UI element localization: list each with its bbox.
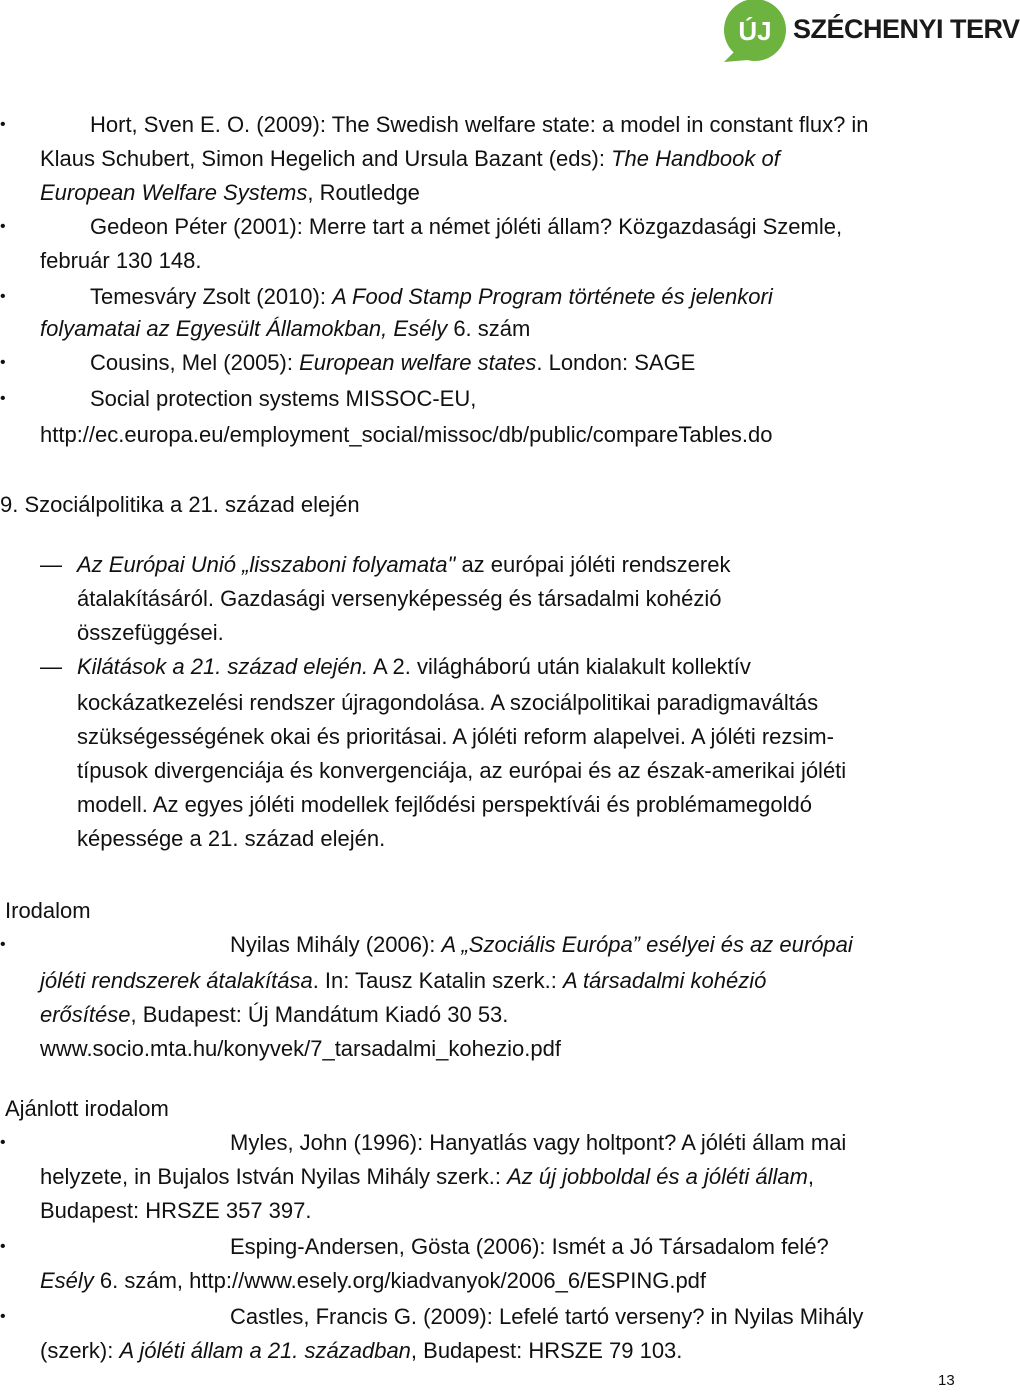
- item-text-part: az európai jóléti rendszerek: [455, 552, 731, 577]
- ajanlott-heading: Ajánlott irodalom: [5, 1096, 169, 1121]
- bullet-icon: •: [0, 218, 6, 235]
- ref-text: [40, 968, 766, 994]
- ref-text: [40, 316, 530, 342]
- ref-text-part: 6. szám,: [93, 1268, 190, 1293]
- ref-text-part: Temesváry Zsolt (2010):: [90, 284, 333, 309]
- link-socio[interactable]: www.socio.mta.hu/konyvek/7_tarsadalmi_kohezio.pdf: [40, 1036, 561, 1061]
- ref-text-part: 6. szám: [447, 316, 531, 341]
- ref-text: Castles, Francis G. (2009): Lefelé tartó verseny? in Nyilas Mihály: [230, 1304, 864, 1329]
- ref-title: The Handbook of: [611, 146, 780, 171]
- ref-text-part: . In: Tausz Katalin szerk.:: [312, 968, 563, 993]
- ref-text: Social protection systems MISSOC-EU,: [90, 386, 477, 411]
- ref-text: február 130 148.: [40, 248, 202, 273]
- ref-text: Budapest: HRSZE 357 397.: [40, 1198, 312, 1223]
- bullet-icon: •: [0, 288, 6, 305]
- ref-text-part: ,: [807, 1164, 815, 1189]
- item-text: kockázatkezelési rendszer újragondolása. A szociálpolitikai paradigmaváltás: [77, 690, 819, 715]
- page-number: 13: [938, 1372, 955, 1389]
- item-title: Kilátások a 21. század elején.: [77, 654, 369, 679]
- ref-title: erősítése: [40, 1002, 131, 1027]
- ref-title: European Welfare Systems: [40, 180, 308, 205]
- ref-text: [40, 1268, 706, 1294]
- item-text: összefüggései.: [77, 620, 224, 645]
- ref-text: [40, 1164, 814, 1190]
- ref-text: Gedeon Péter (2001): Merre tart a német jóléti állam? Közgazdasági Szemle,: [90, 214, 843, 239]
- ref-text-part: . London: SAGE: [536, 350, 696, 375]
- ref-text: Esping-Andersen, Gösta (2006): Ismét a Jó Társadalom felé?: [230, 1234, 829, 1259]
- ref-text-part: helyzete, in Bujalos István Nyilas Mihály szerk.:: [40, 1164, 508, 1189]
- ref-text-part: Cousins, Mel (2005):: [90, 350, 300, 375]
- ref-text: [40, 180, 420, 206]
- ref-text-part: , Budapest: HRSZE 79 103.: [410, 1338, 683, 1363]
- ref-text: [90, 284, 773, 310]
- bullet-icon: •: [0, 1134, 6, 1151]
- ref-title: A Food Stamp Program története és jelenkori: [332, 284, 773, 309]
- bullet-icon: •: [0, 936, 6, 953]
- item-title: Az Európai Unió „lisszaboni folyamata": [77, 552, 456, 577]
- bullet-icon: •: [0, 116, 6, 133]
- bullet-icon: •: [0, 354, 6, 371]
- ref-text-part: Nyilas Mihály (2006):: [230, 932, 442, 957]
- ref-title: jóléti rendszerek átalakítása: [40, 968, 313, 993]
- ref-title: Esély: [40, 1268, 94, 1293]
- item-text: szükségességének okai és prioritásai. A jóléti reform alapelvei. A jóléti rezsim-: [77, 724, 834, 749]
- logo-name: SZÉCHENYI TERV: [793, 14, 1020, 44]
- ref-title: A társadalmi kohézió: [562, 968, 767, 993]
- ref-text: [40, 146, 780, 172]
- item-text-part: A 2. világháború után kialakult kollektív: [368, 654, 751, 679]
- ref-text: [40, 1338, 682, 1364]
- link-esely[interactable]: http://www.esely.org/kiadvanyok/2006_6/ESPING.pdf: [189, 1268, 707, 1293]
- item-text: átalakításáról. Gazdasági versenyképesség és társadalmi kohézió: [77, 586, 722, 611]
- list-item: [77, 552, 730, 578]
- ref-text-part: Klaus Schubert, Simon Hegelich and Ursula Bazant (eds):: [40, 146, 612, 171]
- ref-title: European welfare states: [299, 350, 537, 375]
- bullet-icon: •: [0, 390, 6, 407]
- dash-icon: —: [40, 654, 62, 679]
- dash-icon: —: [40, 552, 62, 577]
- ref-text: Hort, Sven E. O. (2009): The Swedish welfare state: a model in constant flux? in: [90, 112, 869, 137]
- logo-badge-text: ÚJ: [738, 16, 772, 46]
- ref-text: [230, 932, 853, 958]
- item-text: típusok divergenciája és konvergenciája, az európai és az észak-amerikai jóléti: [77, 758, 847, 783]
- ref-text-part: , Budapest: Új Mandátum Kiadó 30 53.: [130, 1002, 509, 1027]
- ref-title: folyamatai az Egyesült Államokban, Esély: [40, 316, 448, 341]
- ref-text-part: , Routledge: [307, 180, 420, 205]
- irodalom-heading: Irodalom: [5, 898, 91, 923]
- item-text: képessége a 21. század elején.: [77, 826, 386, 851]
- ref-text: [90, 350, 695, 376]
- bullet-icon: •: [0, 1308, 6, 1325]
- item-text: modell. Az egyes jóléti modellek fejlődési perspektívái és problémamegoldó: [77, 792, 812, 817]
- ref-text: Myles, John (1996): Hanyatlás vagy holtpont? A jóléti állam mai: [230, 1130, 847, 1155]
- ref-text: [40, 1002, 508, 1028]
- ref-title: Az új jobboldal és a jóléti állam: [507, 1164, 808, 1189]
- ref-text-part: (szerk):: [40, 1338, 120, 1363]
- ref-title: A jóléti állam a 21. században: [119, 1338, 411, 1363]
- ref-title: A „Szociális Európa” esélyei és az európai: [441, 932, 853, 957]
- section-heading: 9. Szociálpolitika a 21. század elején: [0, 492, 360, 517]
- bullet-icon: •: [0, 1238, 6, 1255]
- list-item: [77, 654, 751, 680]
- link-missoc[interactable]: http://ec.europa.eu/employment_social/missoc/db/public/compareTables.do: [40, 422, 773, 447]
